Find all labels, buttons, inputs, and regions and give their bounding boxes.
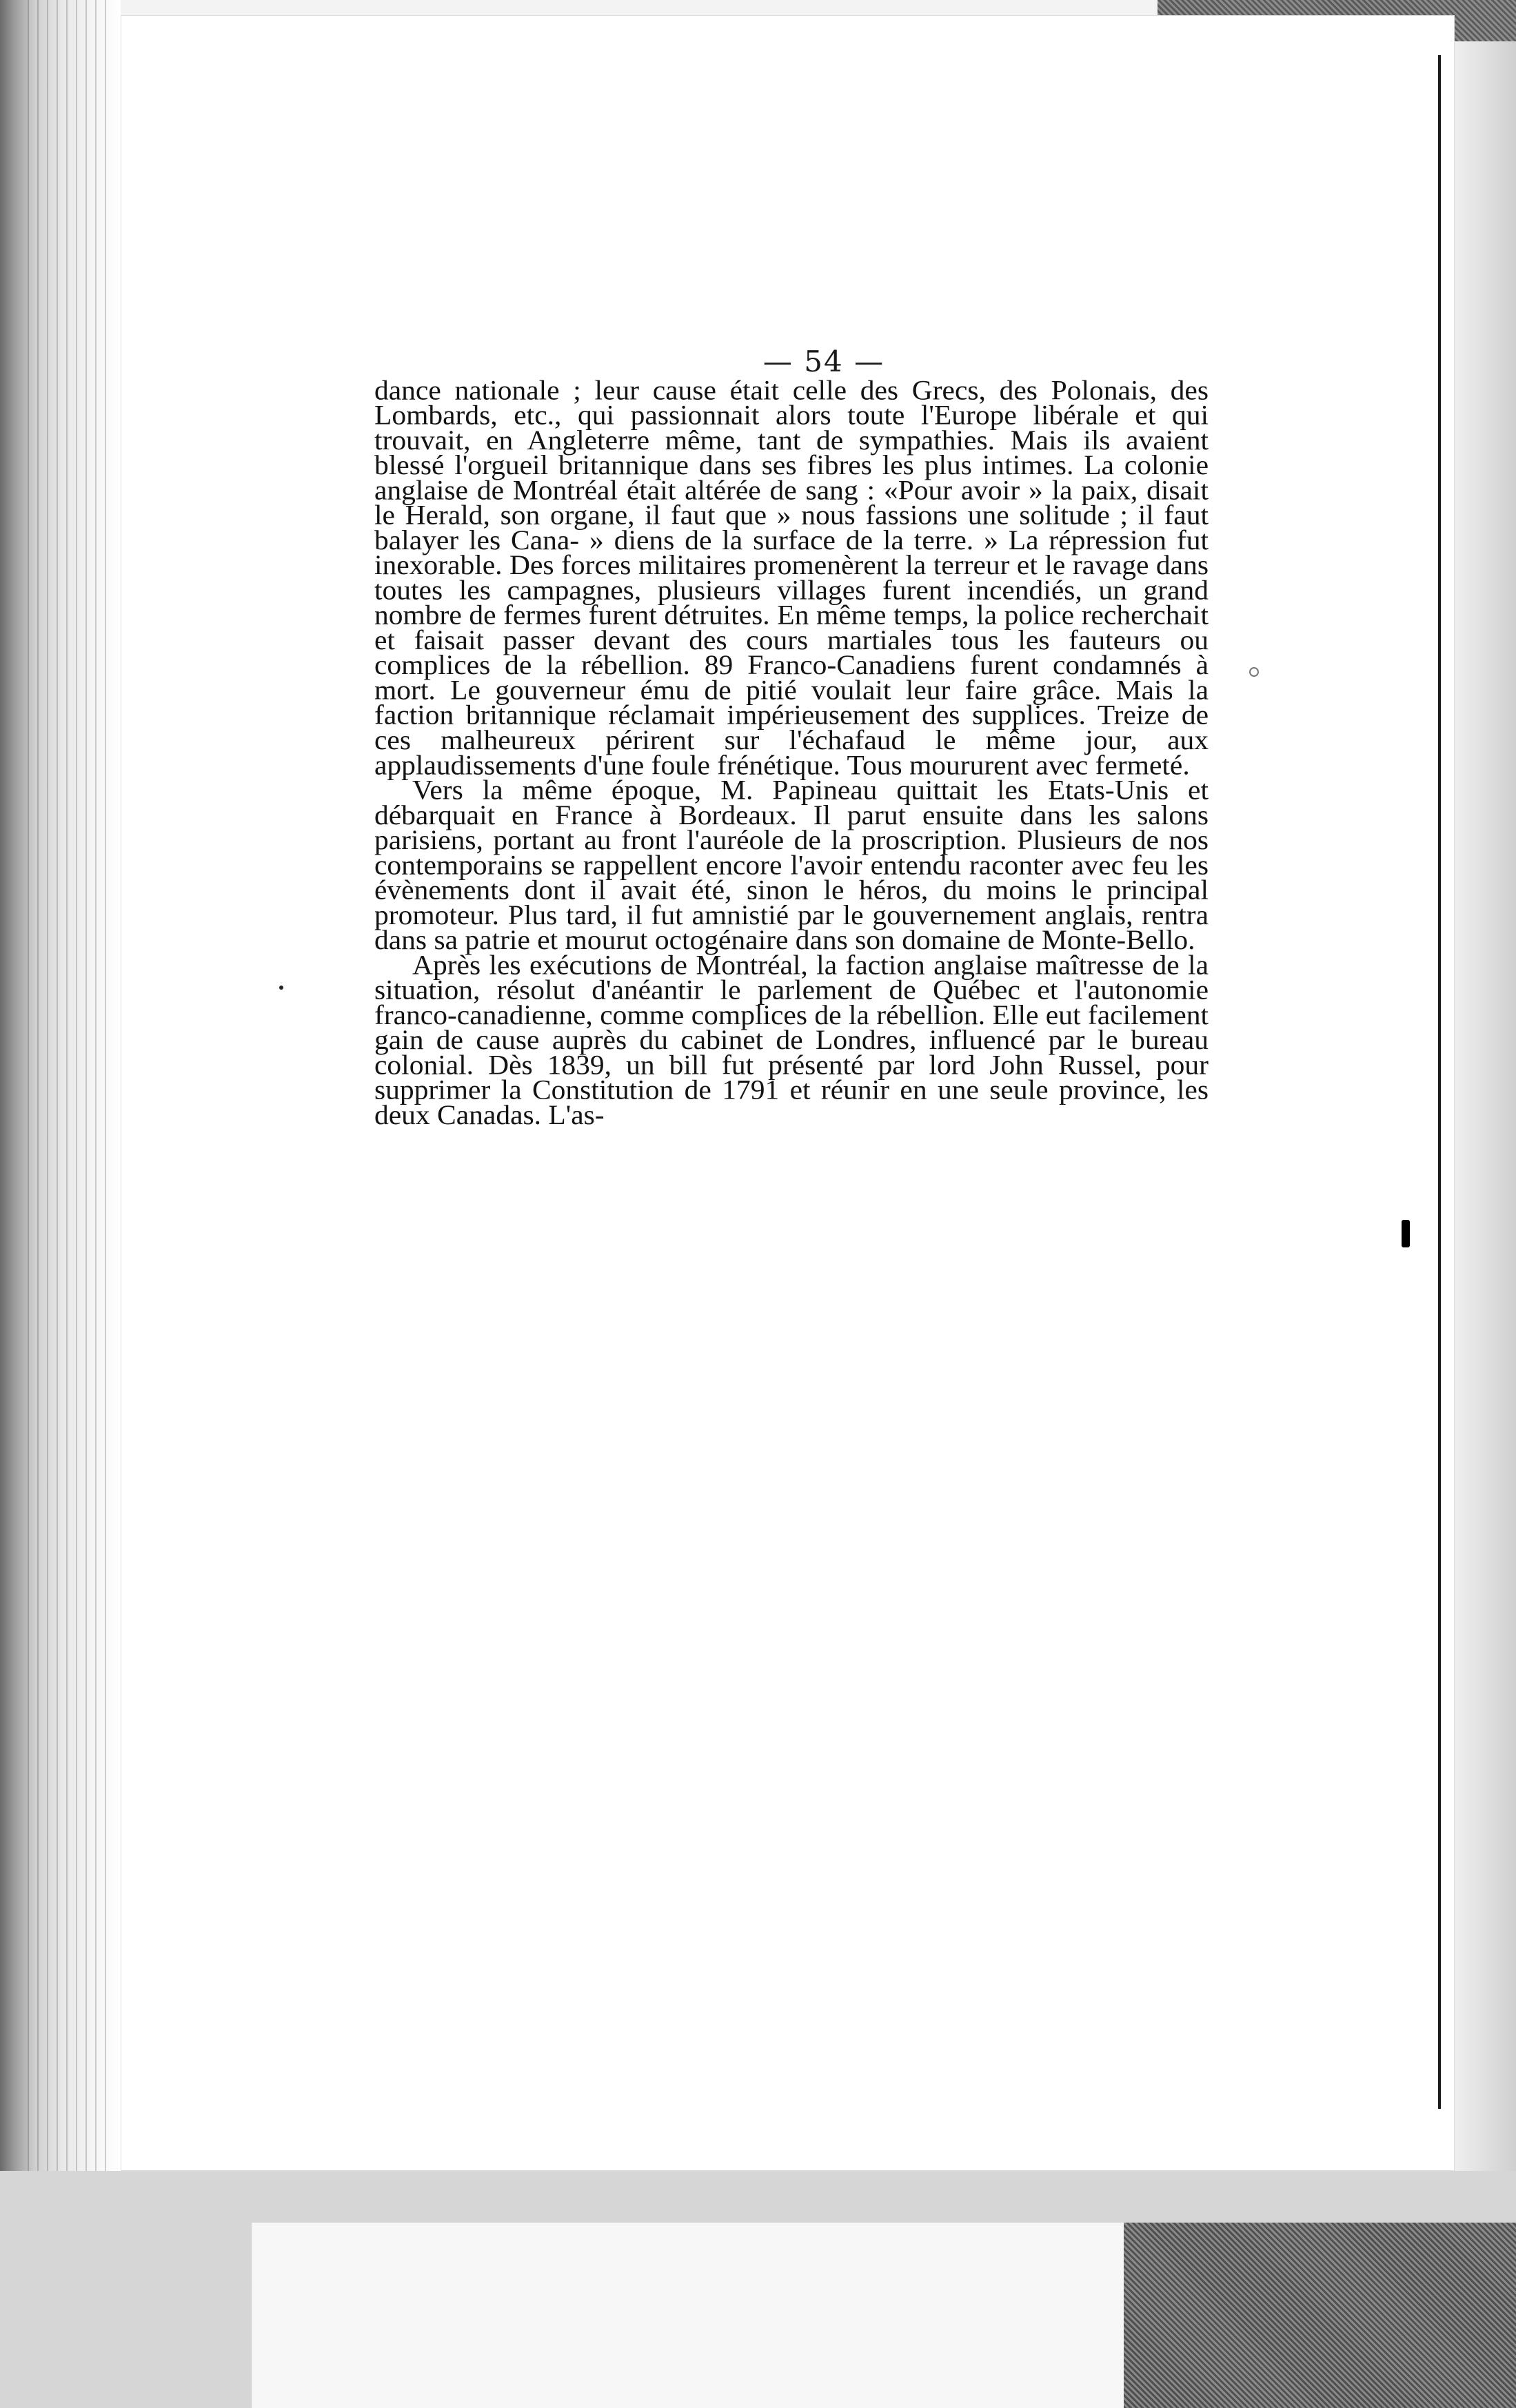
scan-speck (279, 986, 283, 990)
paragraph: dance nationale ; leur cause était celle des Grecs, des Polonais, des Lombards, etc., qui passionnait alors toute l'Europe libérale et qui trouvait, en Angleterre même, tant de sympathies. Mais ils avaient blessé l'orgueil britannique dans ses fibres les plus intimes. La colonie anglaise de Montréal était altérée de sang : «Pour avoir » la paix, disait le Herald, son organe, il faut que » nous fassions une solitude ; il faut balayer les Cana- » diens de la surface de la terre. » La répression fut inexorable. Des forces militaires promenèrent la terreur et le ravage dans toutes les campagnes, plusieurs villages furent incendiés, un grand nombre de fermes furent détruites. En même temps, la police recherchait et faisait passer devant des cours martiales tous les fauteurs ou complices de la rébellion. 89 Franco-Canadiens furent condamnés à mort. Le gouverneur ému de pitié voulait leur faire grâce. Mais la faction britannique réclamait impérieusement des supplices. Treize de ces malheureux périrent sur l'échafaud le même jour, aux applaudissements d'une foule frénétique. Tous moururent avec fermeté. (374, 374, 1209, 781)
edge-mark (1402, 1220, 1410, 1247)
cover-cloth-bottom (1124, 2223, 1516, 2408)
paragraph: Après les exécutions de Montréal, la faction anglaise maîtresse de la situation, résolut d'anéantir le parlement de Québec et l'autonomie franco-canadienne, comme complices de la rébellion. Elle eut facilement gain de cause auprès du cabinet de Londres, influencé par le bureau colonial. Dès 1839, un bill fut présenté par lord John Russel, pour supprimer la Constitution de 1791 et réunir en une seule province, les deux Canadas. L'as- (374, 949, 1209, 1130)
binding-page-edges (28, 0, 110, 2408)
page-body-text (374, 374, 1209, 1130)
scan-speck (1249, 667, 1259, 677)
page-number: — 54 — (762, 345, 885, 378)
paper-slip (252, 2223, 1124, 2408)
paragraph: Vers la même époque, M. Papineau quittait les Etats-Unis et débarquait en France à Bordeaux. Il parut ensuite dans les salons parisiens, portant au front l'auréole de la proscription. Plusieurs de nos contemporains se rappellent encore l'avoir entendu raconter avec feu les évènements dont il avait été, sinon le héros, du moins le principal promoteur. Plus tard, il fut amnistié par le gouvernement anglais, rentra dans sa patrie et mourut octogénaire dans son domaine de Monte-Bello. (374, 774, 1209, 955)
page-edge-line (1438, 55, 1441, 2109)
